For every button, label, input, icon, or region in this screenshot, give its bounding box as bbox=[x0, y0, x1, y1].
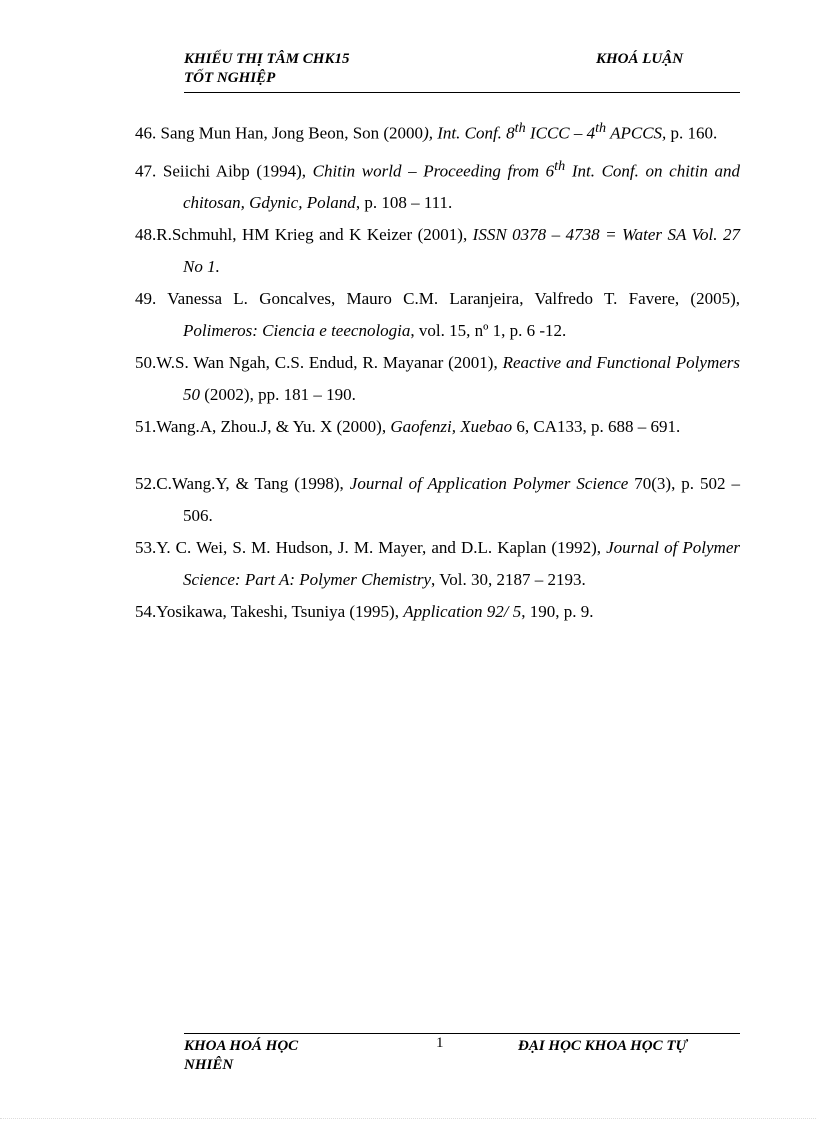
header-author bbox=[184, 50, 424, 88]
reference-50: 50.W.S. Wan Ngah, C.S. Endud, R. Mayanar (2001), Reactive and Functional Polymers 50 (2002), pp. 181 – 190. bbox=[135, 353, 740, 405]
footer-faculty-line2: NHIÊN bbox=[184, 1057, 234, 1073]
reference-49: 49. Vanessa L. Goncalves, Mauro C.M. Laranjeira, Valfredo T. Favere, (2005), Polimeros: Ciencia e teecnologia, vol. 15, nº 1, p. 6 -12. bbox=[135, 289, 740, 341]
footer-faculty bbox=[184, 1037, 344, 1075]
page-bottom-edge bbox=[0, 1118, 816, 1119]
page-number: 1 bbox=[436, 1035, 444, 1051]
footer-university: ĐẠI HỌC KHOA HỌC TỰ bbox=[518, 1038, 688, 1054]
reference-46: 46. Sang Mun Han, Jong Beon, Son (2000), Int. Conf. 8th ICCC – 4th APCCS, p. 160. bbox=[135, 120, 718, 143]
reference-54: 54.Yosikawa, Takeshi, Tsuniya (1995), Application 92/ 5, 190, p. 9. bbox=[135, 602, 594, 622]
footer-faculty-line1: KHOA HOÁ HỌC bbox=[184, 1038, 299, 1054]
reference-53: 53.Y. C. Wei, S. M. Hudson, J. M. Mayer, and D.L. Kaplan (1992), Journal of Polymer Science: Part A: Polymer Chemistry, Vol. 30, 2187 – 2193. bbox=[135, 538, 740, 590]
reference-47: 47. Seiichi Aibp (1994), Chitin world – Proceeding from 6th Int. Conf. on chitin and chitosan, Gdynic, Poland, p. 108 – 111. bbox=[135, 157, 740, 213]
reference-list bbox=[135, 112, 740, 628]
reference-48: 48.R.Schmuhl, HM Krieg and K Keizer (2001), ISSN 0378 – 4738 = Water SA Vol. 27 No 1. bbox=[135, 225, 740, 277]
header-author-line2: TỐT NGHIỆP bbox=[184, 70, 276, 86]
page-footer bbox=[184, 1033, 740, 1073]
header-title: KHOÁ LUẬN bbox=[596, 51, 684, 67]
header-author-line1: KHIẾU THỊ TÂM CHK15 bbox=[184, 51, 350, 67]
reference-52: 52.C.Wang.Y, & Tang (1998), Journal of Application Polymer Science 70(3), p. 502 – 506. bbox=[135, 474, 741, 526]
page-header bbox=[184, 48, 740, 93]
reference-51: 51.Wang.A, Zhou.J, & Yu. X (2000), Gaofenzi, Xuebao 6, CA133, p. 688 – 691. bbox=[135, 417, 681, 437]
